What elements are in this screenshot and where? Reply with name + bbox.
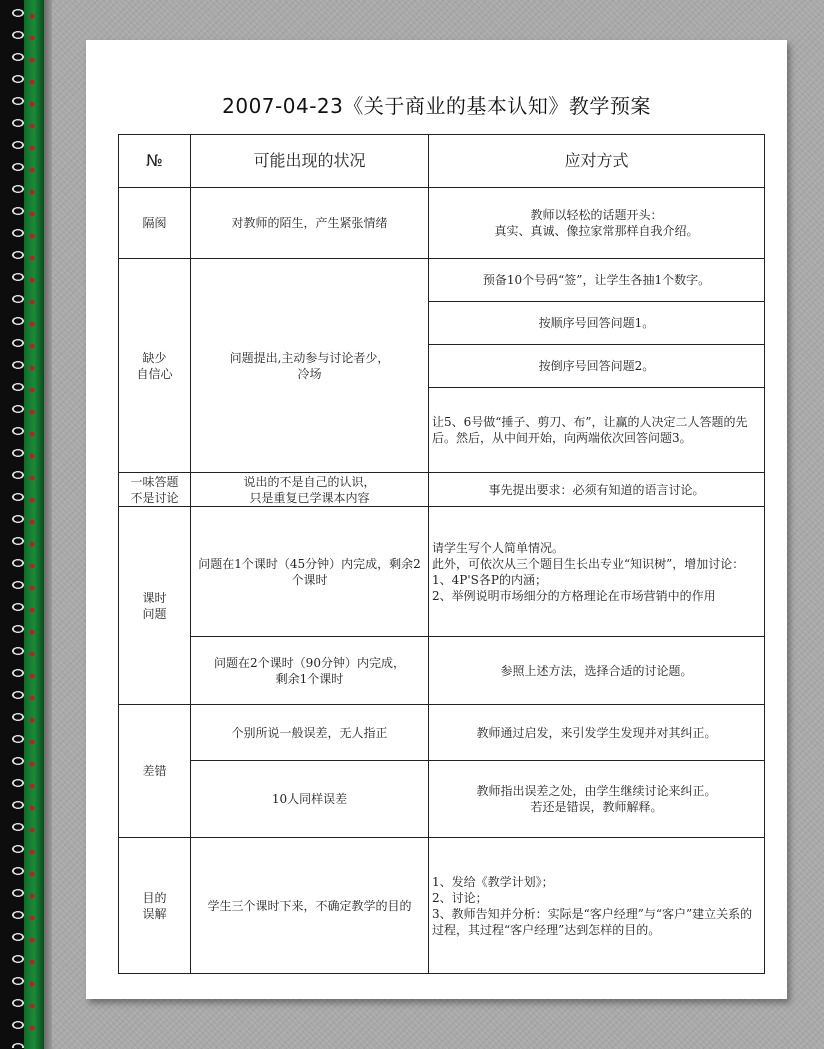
situation-cell: 问题在1个课时（45分钟）内完成，剩余2个课时 — [191, 507, 429, 637]
category-cell: 目的 误解 — [119, 838, 191, 974]
response-cell: 事先提出要求：必须有知道的语言讨论。 — [429, 473, 765, 507]
situation-cell: 学生三个课时下来，不确定教学的目的 — [191, 838, 429, 974]
table-row — [119, 473, 765, 507]
situation-cell: 问题提出,主动参与讨论者少， 冷场 — [191, 259, 429, 473]
situation-cell: 问题在2个课时（90分钟）内完成， 剩余1个课时 — [191, 637, 429, 705]
response-cell: 请学生写个人简单情况。 此外，可依次从三个题目生长出专业“知识树”，增加讨论： 1、4P'S各P的内涵； 2、举例说明市场细分的方格理论在市场营销中的作用 — [429, 507, 765, 637]
response-cell: 预备10个号码“签”，让学生各抽1个数字。 — [429, 259, 765, 302]
response-cell: 参照上述方法，选择合适的讨论题。 — [429, 637, 765, 705]
category-cell: 隔阂 — [119, 188, 191, 259]
situation-cell: 个别所说一般误差，无人指正 — [191, 705, 429, 761]
header-response: 应对方式 — [429, 135, 765, 188]
table-row — [119, 637, 765, 705]
response-cell: 教师指出误差之处，由学生继续讨论来纠正。 若还是错误，教师解释。 — [429, 761, 765, 838]
header-row — [119, 135, 765, 188]
document-page — [86, 40, 787, 999]
response-cell: 按倒序号回答问题2。 — [429, 345, 765, 388]
category-cell: 一味答题 不是讨论 — [119, 473, 191, 507]
category-cell: 差错 — [119, 705, 191, 838]
table-row — [119, 188, 765, 259]
table-row — [119, 761, 765, 838]
header-number: № — [119, 135, 191, 188]
document-title: 2007-04-23《关于商业的基本认知》教学预案 — [222, 94, 651, 118]
response-cell: 教师以轻松的话题开头： 真实、真诚、像拉家常那样自我介绍。 — [429, 188, 765, 259]
situation-cell: 对教师的陌生，产生紧张情绪 — [191, 188, 429, 259]
situation-cell: 说出的不是自己的认识， 只是重复已学课本内容 — [191, 473, 429, 507]
lesson-plan-table — [118, 134, 765, 974]
response-cell: 教师通过启发，来引发学生发现并对其纠正。 — [429, 705, 765, 761]
table-row — [119, 507, 765, 637]
category-cell: 课时 问题 — [119, 507, 191, 705]
table-row — [119, 259, 765, 302]
response-cell: 1、发给《教学计划》； 2、讨论； 3、教师告知并分析：实际是“客户经理”与“客户”建立关系的过程，其过程“客户经理”达到怎样的目的。 — [429, 838, 765, 974]
table-row — [119, 705, 765, 761]
response-cell: 让5、6号做“捶子、剪刀、布”，让赢的人决定二人答题的先后。然后，从中间开始，向两端依次回答问题3。 — [429, 388, 765, 473]
binding-rings — [6, 4, 46, 1048]
header-situation: 可能出现的状况 — [191, 135, 429, 188]
category-cell: 缺少 自信心 — [119, 259, 191, 473]
spiral-binding — [0, 0, 52, 1049]
situation-cell: 10人同样误差 — [191, 761, 429, 838]
table-row — [119, 838, 765, 974]
response-cell: 按顺序号回答问题1。 — [429, 302, 765, 345]
